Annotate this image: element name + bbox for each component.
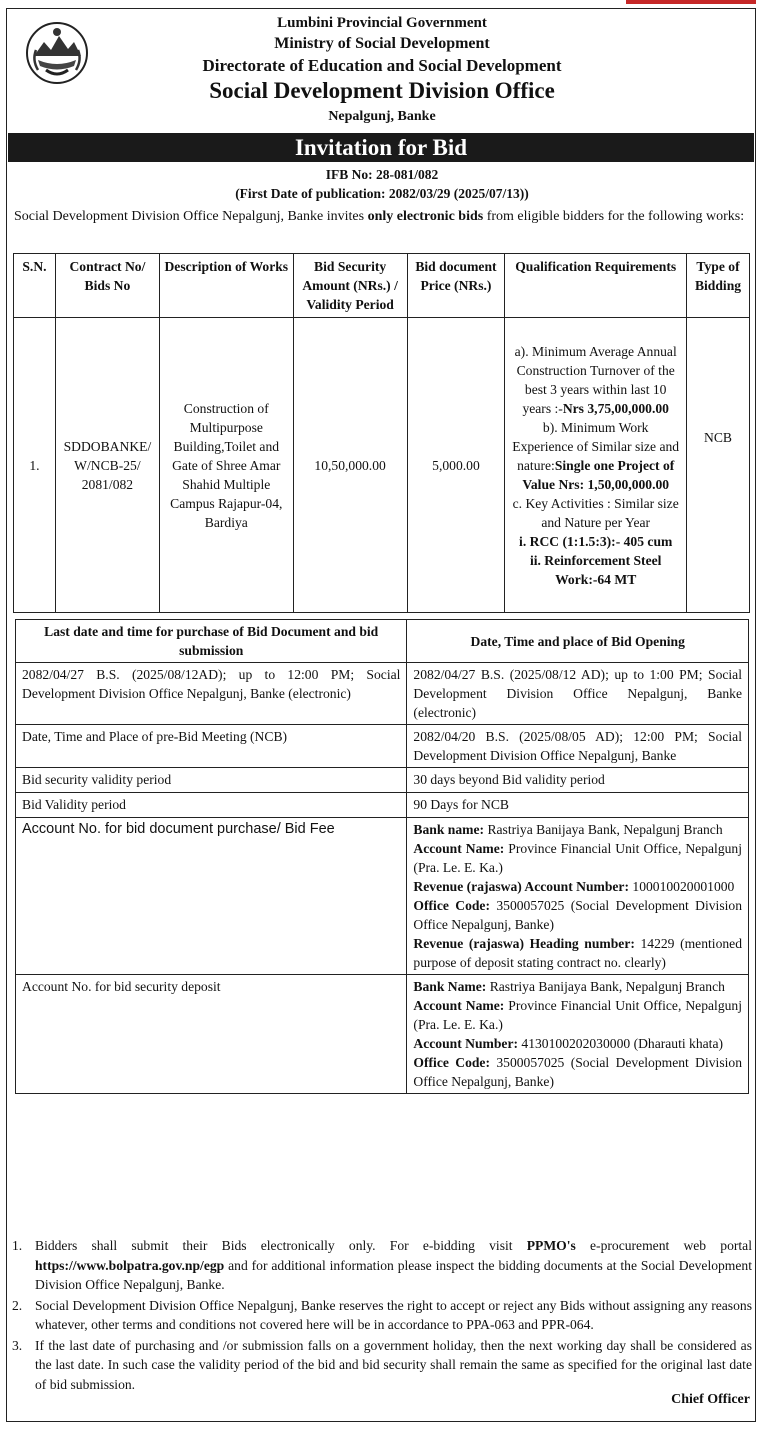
table-row xyxy=(16,768,749,793)
col-type: Type of Bidding xyxy=(687,254,750,318)
cell-type: NCB xyxy=(687,318,750,613)
security-account-details: Bank Name: Rastriya Banijaya Bank, Nepalgunj Branch Account Name: Province Financial Unit Office, Nepalgunj (Pra. Le. E. Ka.) Account Number: 4130100202030000 (Dharauti khata) Office Code: 3500057025 (Social Development Division Office Nepalgunj, Banke) xyxy=(407,975,749,1094)
table-row xyxy=(14,318,750,613)
title-banner: Invitation for Bid xyxy=(8,133,754,162)
opening-datetime: 2082/04/27 B.S. (2025/08/12 AD); up to 1:00 PM; Social Development Division Office Nepalgunj, Banke (electronic) xyxy=(407,663,749,725)
header-ministry: Ministry of Social Development xyxy=(274,35,490,52)
cell-qualification: a). Minimum Average Annual Construction Turnover of the best 3 years within last 10 years :-Nrs 3,75,00,000.00 b). Minimum Work Experience of Similar size and nature:Single one Project of Value Nrs: 1,50,00,000.00 c. Key Activities : Similar size and Nature per Year i. RCC (1:1.5:3):- 405 cum ii. Reinforcement Steel Work:-64 MT xyxy=(505,318,687,613)
list-item: 1. Bidders shall submit their Bids electronically only. For e-bidding visit PPMO's e-procurement web portal https://www.bolpatra.gov.np/egp and for additional information please inspect the bidding documents at the Social Development Division Office Nepalgunj, Banke. xyxy=(12,1238,752,1292)
ifb-number: IFB No: 28-081/082 xyxy=(325,167,439,182)
works-table xyxy=(13,253,750,613)
head-submission: Last date and time for purchase of Bid Document and bid submission xyxy=(16,620,407,663)
bid-validity-label: Bid Validity period xyxy=(16,793,407,818)
header-location: Nepalgunj, Banke xyxy=(328,109,436,124)
table-row xyxy=(16,663,749,725)
notes-list xyxy=(12,1236,752,1395)
bid-fee-account-label: Account No. for bid document purchase/ Bid Fee xyxy=(16,818,407,975)
header-office: Social Development Division Office xyxy=(209,78,555,103)
col-price: Bid document Price (NRs.) xyxy=(407,254,505,318)
cell-description: Construction of Multipurpose Building,Toilet and Gate of Shree Amar Shahid Multiple Campus Rajapur-04, Bardiya xyxy=(159,318,293,613)
col-security: Bid Security Amount (NRs.) / Validity Period xyxy=(293,254,407,318)
col-contract: Contract No/ Bids No xyxy=(55,254,159,318)
intro-paragraph: Social Development Division Office Nepalgunj, Banke invites only electronic bids from eligible bidders for the following works: xyxy=(14,209,745,224)
security-validity-label: Bid security validity period xyxy=(16,768,407,793)
bid-fee-account-details: Bank name: Rastriya Banijaya Bank, Nepalgunj Branch Account Name: Province Financial Unit Office, Nepalgunj (Pra. Le. E. Ka.) Revenue (rajaswa) Account Number: 100010020001000 Office Code: 3500057025 (Social Development Division Office Nepalgunj, Banke) Revenue (rajaswa) Heading number: 14229 (mentioned purpose of deposit stating contract no. clearly) xyxy=(407,818,749,975)
prebid-label: Date, Time and Place of pre-Bid Meeting (NCB) xyxy=(16,725,407,768)
cell-contract: SDDOBANKE/ W/NCB-25/ 2081/082 xyxy=(55,318,159,613)
submission-deadline: 2082/04/27 B.S. (2025/08/12AD); up to 12:00 PM; Social Development Division Office Nepalgunj, Banke (electronic) xyxy=(16,663,407,725)
table-header-row xyxy=(16,620,749,663)
signature: Chief Officer xyxy=(671,1392,750,1407)
top-accent-bar xyxy=(626,0,756,4)
col-description: Description of Works xyxy=(159,254,293,318)
schedule-table xyxy=(15,619,749,1094)
list-item: 3. If the last date of purchasing and /or submission falls on a government holiday, then the next working day shall be considered as the last date. In such case the validity period of the bid and bid security shall remain the same as specified for the original last date of bid submission. xyxy=(12,1337,752,1392)
publication-date: (First Date of publication: 2082/03/29 (2025/07/13)) xyxy=(235,186,529,201)
col-qualification: Qualification Requirements xyxy=(505,254,687,318)
table-row xyxy=(16,975,749,1094)
cell-sn: 1. xyxy=(14,318,56,613)
head-opening: Date, Time and place of Bid Opening xyxy=(407,620,749,663)
list-item: 2. Social Development Division Office Nepalgunj, Banke reserves the right to accept or reject any Bids without assigning any reasons whatever, other terms and conditions not covered here will be in accordance to PPA-063 and PPR-064. xyxy=(12,1297,752,1332)
cell-security: 10,50,000.00 xyxy=(293,318,407,613)
bid-validity-value: 90 Days for NCB xyxy=(407,793,749,818)
col-sn: S.N. xyxy=(14,254,56,318)
table-header-row xyxy=(14,254,750,318)
table-row xyxy=(16,793,749,818)
header-government: Lumbini Provincial Government xyxy=(277,15,487,31)
security-validity-value: 30 days beyond Bid validity period xyxy=(407,768,749,793)
table-row xyxy=(16,725,749,768)
prebid-value: 2082/04/20 B.S. (2025/08/05 AD); 12:00 PM; Social Development Division Office Nepalgunj, Banke xyxy=(407,725,749,768)
security-account-label: Account No. for bid security deposit xyxy=(16,975,407,1094)
cell-price: 5,000.00 xyxy=(407,318,505,613)
table-row xyxy=(16,818,749,975)
egp-portal-link[interactable]: https://www.bolpatra.gov.np/egp xyxy=(35,1257,225,1273)
header-directorate: Directorate of Education and Social Development xyxy=(202,56,562,75)
